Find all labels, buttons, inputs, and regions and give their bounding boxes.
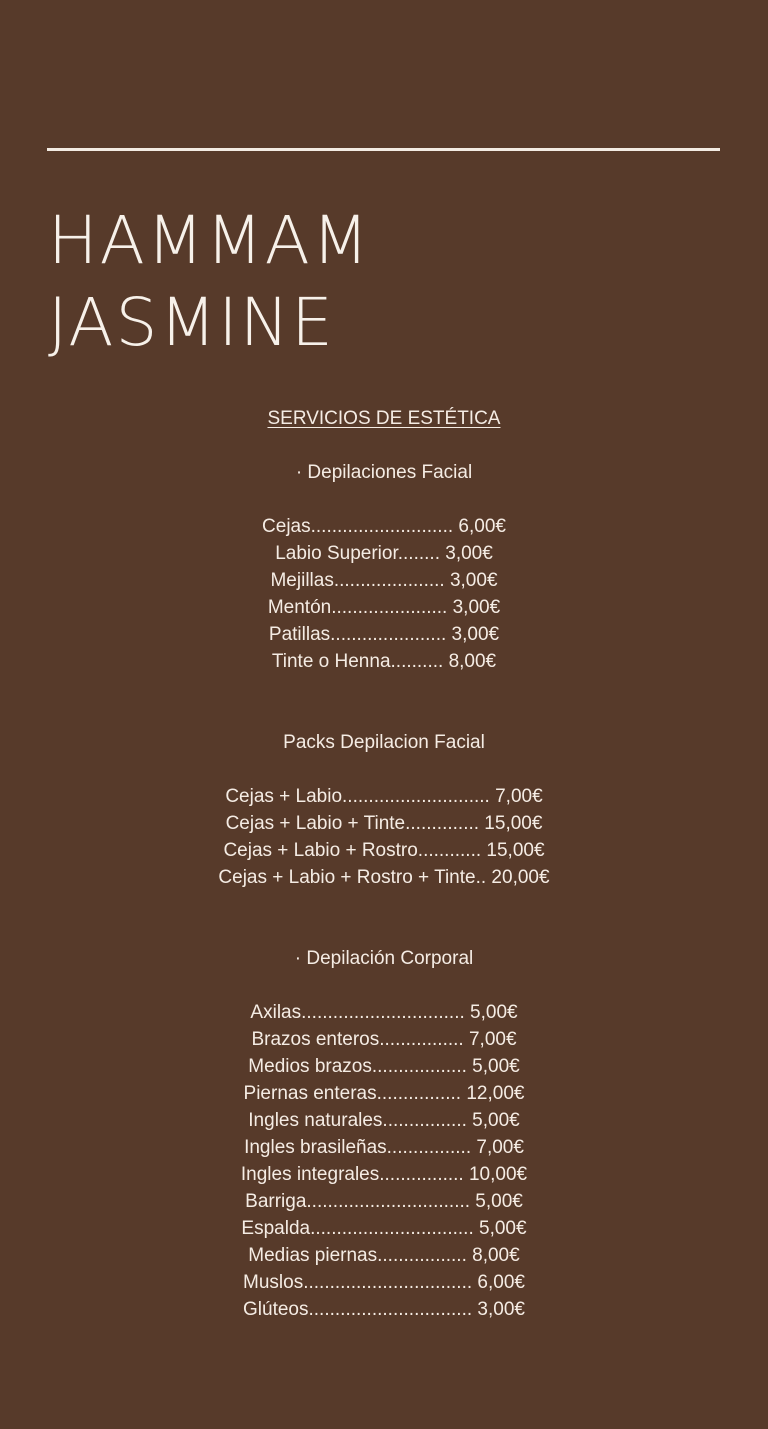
price-item: Mejillas..................... 3,00€ xyxy=(270,570,498,591)
title-line-1: HAMMAM xyxy=(48,202,371,279)
group-title: · Depilaciones Facial xyxy=(295,462,473,483)
menu-group-facial xyxy=(0,459,768,675)
price-item: Labio Superior........ 3,00€ xyxy=(275,543,493,564)
price-item: Glúteos............................... 3,00€ xyxy=(243,1299,525,1320)
title-line-2: JASMINE xyxy=(48,284,335,361)
price-list xyxy=(0,999,768,1323)
price-item: Mentón...................... 3,00€ xyxy=(267,597,501,618)
price-item: Tinte o Henna.......... 8,00€ xyxy=(271,651,497,672)
group-title: · Depilación Corporal xyxy=(294,948,474,969)
price-item: Axilas............................... 5,00€ xyxy=(250,1002,518,1023)
menu-group-corporal xyxy=(0,945,768,1323)
price-menu xyxy=(0,405,768,1323)
price-item: Brazos enteros................ 7,00€ xyxy=(251,1029,517,1050)
price-list xyxy=(0,783,768,891)
top-divider xyxy=(47,148,720,151)
price-item: Cejas........................... 6,00€ xyxy=(262,516,506,537)
price-item: Medios brazos.................. 5,00€ xyxy=(248,1056,520,1077)
price-list xyxy=(0,513,768,675)
price-item: Muslos................................ 6,00€ xyxy=(243,1272,525,1293)
price-item: Cejas + Labio + Rostro............ 15,00€ xyxy=(223,840,545,861)
price-item: Cejas + Labio + Rostro + Tinte.. 20,00€ xyxy=(218,867,550,888)
price-item: Patillas...................... 3,00€ xyxy=(268,624,500,645)
price-item: Ingles integrales................ 10,00€ xyxy=(240,1164,528,1185)
group-title: Packs Depilacion Facial xyxy=(283,732,485,753)
page-title xyxy=(48,200,371,364)
price-item: Cejas + Labio............................ 7,00€ xyxy=(225,786,543,807)
price-item: Cejas + Labio + Tinte.............. 15,00€ xyxy=(225,813,543,834)
price-item: Barriga............................... 5,00€ xyxy=(245,1191,523,1212)
price-item: Ingles brasileñas................ 7,00€ xyxy=(244,1137,524,1158)
menu-group-packs xyxy=(0,729,768,891)
price-item: Medias piernas................. 8,00€ xyxy=(248,1245,520,1266)
spacer xyxy=(0,891,768,945)
price-item: Espalda............................... 5,00€ xyxy=(241,1218,527,1239)
price-item: Piernas enteras................ 12,00€ xyxy=(243,1083,525,1104)
spacer xyxy=(0,675,768,729)
section-title: SERVICIOS DE ESTÉTICA xyxy=(267,408,501,429)
price-item: Ingles naturales................ 5,00€ xyxy=(248,1110,520,1131)
